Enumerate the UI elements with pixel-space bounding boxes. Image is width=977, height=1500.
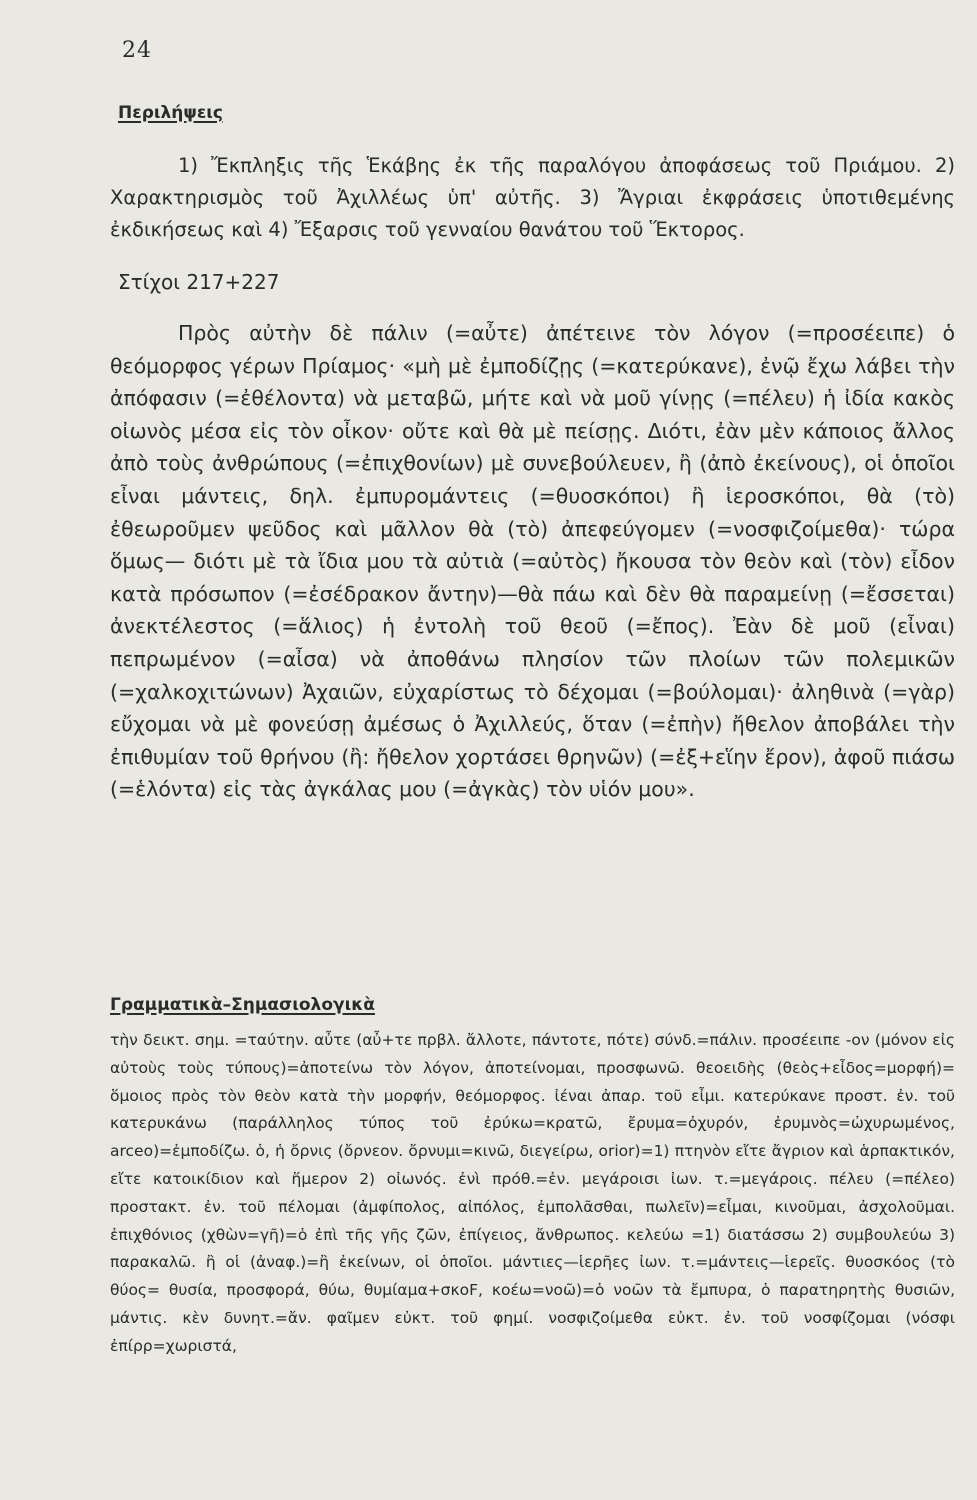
summary-heading: Περιλήψεις: [118, 103, 224, 123]
grammar-notes: [110, 1027, 955, 1361]
summary-paragraph: [110, 150, 955, 246]
grammar-text: τὴν δεικτ. σημ. =ταύτην. αὖτε (αὖ+τε πρβλ. ἄλλοτε, πάντοτε, πότε) σύνδ.=πάλιν. προσέειπε -ον (μόνον εἰς αὐτοὺς τοὺς τύπους)=ἀποτείνω τὸν λόγον, ἀποτείνομαι, προσφωνῶ. θεοειδὴς (θεὸς+εἶδος=μορφή)= ὅμοιος πρὸς τὸν θεὸν κατὰ τὴν μορφήν, θεόμορφος. ἰέναι ἀπαρ. τοῦ εἶμι. κατερύκανε προστ. ἐν. τοῦ κατερυκάνω (παράλληλος τύπος τοῦ ἐρύκω=κρατῶ, ἔρυμα=ὀχυρόν, ἐρυμνὸς=ὠχυρωμένος, arceo)=ἐμποδίζω. ὁ, ἡ ὄρνις (ὄρνεον. ὄρνυμι=κινῶ, διεγείρω, orior)=1) πτηνὸν εἴτε ἄγριον καὶ ἁρπακτικόν, εἴτε κατοικίδιον καὶ ἥμερον 2) οἰωνός. ἐνὶ πρόθ.=ἐν. μεγάροισι ἰων. τ.=μεγάροις. πέλευ (=πέλεο) προστακτ. ἐν. τοῦ πέλομαι (ἀμφίπολος, αἰπόλος, ἐμπολᾶσθαι, πωλεῖν)=εἶμαι, κινοῦμαι, ἀσχολοῦμαι. ἐπιχθόνιος (χθὼν=γῆ)=ὁ ἐπὶ τῆς γῆς ζῶν, ἐπίγειος, ἄνθρωπος. κελεύω =1) διατάσσω 2) συμβουλεύω 3) παρακαλῶ. ἢ οἱ (ἀναφ.)=ἢ ἐκείνων, οἱ ὁποῖοι. μάντιες—ἱερῆες ἰων. τ.=μάντεις—ἱερεῖς. θυοσκόος (τὸ θύος= θυσία, προσφορά, θύω, θυμίαμα+σκοϜ, κοέω=νοῶ)=ὁ νοῶν τὰ ἔμπυρα, ὁ παρατηρητὴς θυσιῶν, μάντις. κὲν δυνητ.=ἄν. φαῖμεν εὐκτ. τοῦ φημί. νοσφιζοίμεθα εὐκτ. ἐν. τοῦ νοσφίζομαι (νόσφι ἐπίρρ=χωριστά,: [110, 1031, 955, 1355]
summary-text: 1) Ἔκπληξις τῆς Ἑκάβης ἐκ τῆς παραλόγου ἀποφάσεως τοῦ Πριάμου. 2) Χαρακτηρισμὸς τοῦ Ἀχιλλέως ὑπ' αὐτῆς. 3) Ἄγριαι ἐκφράσεις ὑποτιθεμένης ἐκδικήσεως καὶ 4) Ἔξαρσις τοῦ γενναίου θανάτου τοῦ Ἕκτορος.: [110, 154, 955, 241]
translation-text: Πρὸς αὐτὴν δὲ πάλιν (=αὖτε) ἀπέτεινε τὸν λόγον (=προσέειπε) ὁ θεόμορφος γέρων Πρίαμος· «μὴ μὲ ἐμποδίζῃς (=κατερύκανε), ἐνῷ ἔχω λάβει τὴν ἀπόφασιν (=ἐθέλοντα) νὰ μεταβῶ, μήτε καὶ νὰ μοῦ γίνῃς (=πέλευ) ἡ ἰδία κακὸς οἰωνὸς μέσα εἰς τὸν οἶκον· οὔτε καὶ θὰ μὲ πείσῃς. Διότι, ἐὰν μὲν κάποιος ἄλλος ἀπὸ τοὺς ἀνθρώπους (=ἐπιχθονίων) μὲ συνεβούλευεν, ἢ (ἀπὸ ἐκείνους), οἱ ὁποῖοι εἶναι μάντεις, δηλ. ἐμπυρομάντεις (=θυοσκόποι) ἢ ἱεροσκόποι, θὰ (τὸ) ἐθεωροῦμεν ψεῦδος καὶ μᾶλλον θὰ (τὸ) ἀπεφεύγομεν (=νοσφιζοίμεθα)· τώρα ὅμως— διότι μὲ τὰ ἴδια μου τὰ αὐτιὰ (=αὐτὸς) ἤκουσα τὸν θεὸν καὶ (τὸν) εἶδον κατὰ πρόσωπον (=ἐσέδρακον ἄντην)—θὰ πάω καὶ δὲν θὰ παραμείνῃ (=ἔσσεται) ἀνεκτέλεστος (=ἅλιος) ἡ ἐντολὴ τοῦ θεοῦ (=ἔπος). Ἐὰν δὲ μοῦ (εἶναι) πεπρωμένον (=αἶσα) νὰ ἀποθάνω πλησίον τῶν πλοίων τῶν πολεμικῶν (=χαλκοχιτώνων) Ἀχαιῶν, εὐχαρίστως τὸ δέχομαι (=βούλομαι)· ἀληθινὰ (=γὰρ) εὔχομαι νὰ μὲ φονεύσῃ ἀμέσως ὁ Ἀχιλλεύς, ὅταν (=ἐπὴν) ἤθελον ἀποβάλει τὴν ἐπιθυμίαν τοῦ θρήνου (ἢ: ἤθελον χορτάσει θρηνῶν) (=ἐξ+εἵην ἔρον), ἀφοῦ πιάσω (=ἑλόντα) εἰς τὰς ἀγκάλας μου (=ἀγκὰς) τὸν υἱόν μου».: [110, 321, 955, 802]
page-number: 24: [122, 38, 152, 63]
translation-paragraph: [110, 317, 955, 806]
verses-label: Στίχοι 217+227: [118, 270, 280, 294]
grammar-heading: Γραμματικὰ–Σημασιολογικὰ: [110, 995, 375, 1015]
